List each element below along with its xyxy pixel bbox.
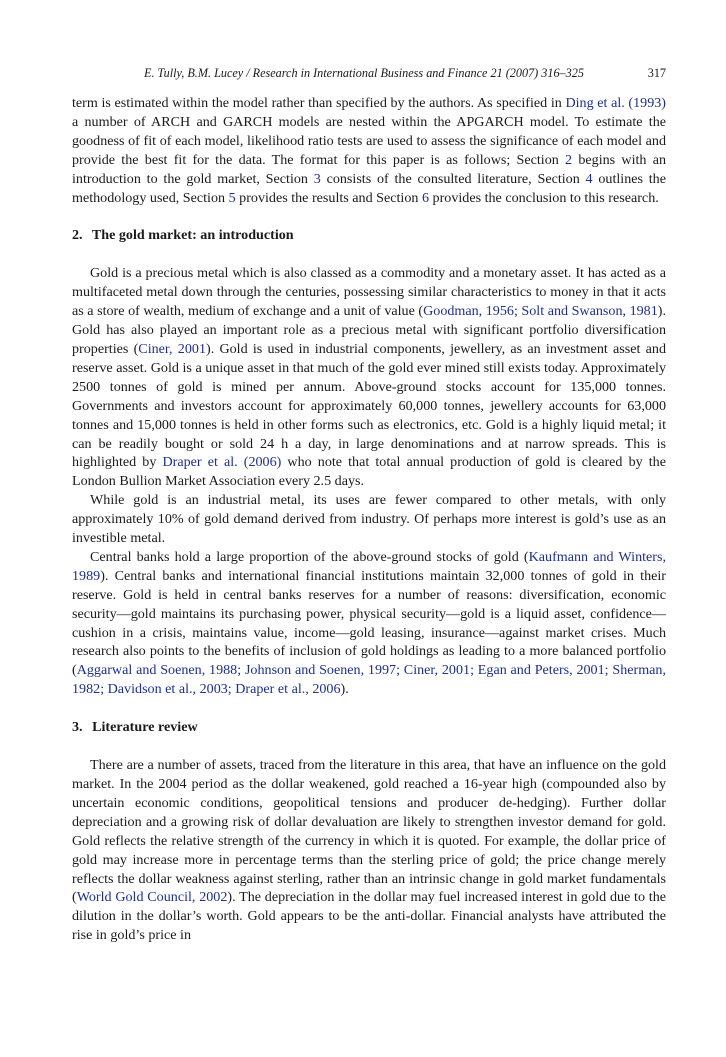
text-run: term is estimated within the model rather than specified by the authors. As specified in [72,95,566,111]
section-2-paragraph [72,548,666,699]
citation-link[interactable]: World Gold Council, 2002 [76,889,228,906]
text-run: ). [340,681,349,698]
section-3-number: 3. [72,719,83,736]
text-run: who note that total annual production of gold is cleared by the London Bullion Market Association every 2.5 days. [72,454,666,490]
text-run: Gold is a precious metal which is also classed as a commodity and a monetary asset. It has acted as a multifaceted metal down through the centuries, possessing similar characteristics to money in that it acts as a store of wealth, medium of exchange and a unit of value ( [72,265,666,320]
section-2-title: The gold market: an introduction [91,227,294,244]
text-run: While gold is an industrial metal, its uses are fewer compared to other metals, with only approximately 10% of gold demand derived from industry. Of perhaps more interest is gold’s use as an investible metal. [72,492,666,547]
citation-link[interactable]: Kaufmann and Winters, 1989 [72,548,667,584]
text-run: ). Central banks and international financial institutions maintain 32,000 tonnes of gold in their reserve. Gold is held in central banks reserves for a number of reasons: diversification, economic security—gold maintains its purchasing power, physical security—gold is a liquid asset, confidence—cushion in a crisis, maintains value, income—gold leasing, insurance—against market crises. Much research also points to the benefits of inclusion of gold holdings as leading to a more balanced portfolio ( [72,567,666,679]
section-2-paragraph [72,264,666,491]
citation-link[interactable]: 4 [585,170,593,187]
section-2-paragraph [72,491,666,548]
citation-link[interactable]: Aggarwal and Soenen, 1988; Johnson and Soenen, 1997; Ciner, 2001; Egan and Peters, 2001; Sherman, 1982; Davidson et al., 2003; Draper et al., 2006 [72,662,666,698]
section-2-heading [72,226,666,245]
citation-link[interactable]: Draper et al. (2006) [162,454,282,471]
text-run: ). Gold has also played an important role as a precious metal with significant portfolio diversification properties ( [72,303,666,357]
text-run: provides the conclusion to this research. [429,189,659,206]
citation-link[interactable]: 3 [313,170,321,187]
page-body [72,94,666,945]
citation-link[interactable]: Ding et al. (1993) [565,95,667,111]
citation-link[interactable]: Ciner, 2001 [138,340,206,357]
text-run: begins with an introduction to the gold market, Section [72,151,666,187]
citation-link[interactable]: 6 [421,189,430,206]
section-3-heading [72,718,666,737]
citation-link[interactable]: Goodman, 1956; Solt and Swanson, 1981 [423,303,658,320]
text-run: a number of ARCH and GARCH models are nested within the APGARCH model. To estimate the goodness of fit of each model, likelihood ratio tests are used to assess the significance of each model and provide the best fit for the data. The format for this paper is as follows; Section [72,113,666,168]
text-run: outlines the methodology used, Section [72,170,666,206]
text-run: Central banks hold a large proportion of the above-ground stocks of gold ( [90,548,529,565]
text-run: consists of the consulted literature, Section [320,170,586,187]
intro-continuation-paragraph [72,94,666,207]
section-2-number: 2. [72,227,83,244]
section-3-paragraph [72,756,666,945]
section-3-title: Literature review [92,719,198,736]
page-number: 317 [647,66,666,80]
text-run: There are a number of assets, traced from the literature in this area, that have an influence on the gold market. In the 2004 period as the dollar weakened, gold reached a 16-year high (compounded also by uncertain economic conditions, geopolitical tensions and producer de-hedging). Further dollar depreciation and a growing risk of dollar devaluation are likely to strengthen investor demand for gold. Gold reflects the relative strength of the currency in which it is quoted. For example, the dollar price of gold may increase more in percentage terms than the sterling price of gold; the price change merely reflects the dollar weakness against sterling, rather than an intrinsic change in gold market fundamentals ( [72,757,666,906]
citation-link[interactable]: 2 [565,151,573,168]
text-run: ). Gold is used in industrial components, jewellery, as an investment asset and reserve asset. Gold is a unique asset in that much of the gold ever mined still exists today. Approximately 2500 tonnes of gold is mined per annum. Above-ground stocks account for 135,000 tonnes. Governments and investors account for approximately 60,000 tonnes, jewellery accounts for 63,000 tonnes and 15,000 tonnes is held in other forms such as electronics, etc. Gold is a highly liquid metal; it can be readily bought or sold 24 h a day, in large denominations and at narrow spreads. This is highlighted by [72,340,666,471]
text-run: ). The depreciation in the dollar may fuel increased interest in gold due to the dilution in the dollar’s worth. Gold appears to be the anti-dollar. Financial analysts have attributed the rise in gold’s price in [72,889,666,944]
running-header [72,66,666,84]
citation-link[interactable]: 5 [228,189,236,206]
text-run: provides the results and Section [235,189,422,206]
running-head: E. Tully, B.M. Lucey / Research in International Business and Finance 21 (2007) 316–325 [144,66,584,80]
